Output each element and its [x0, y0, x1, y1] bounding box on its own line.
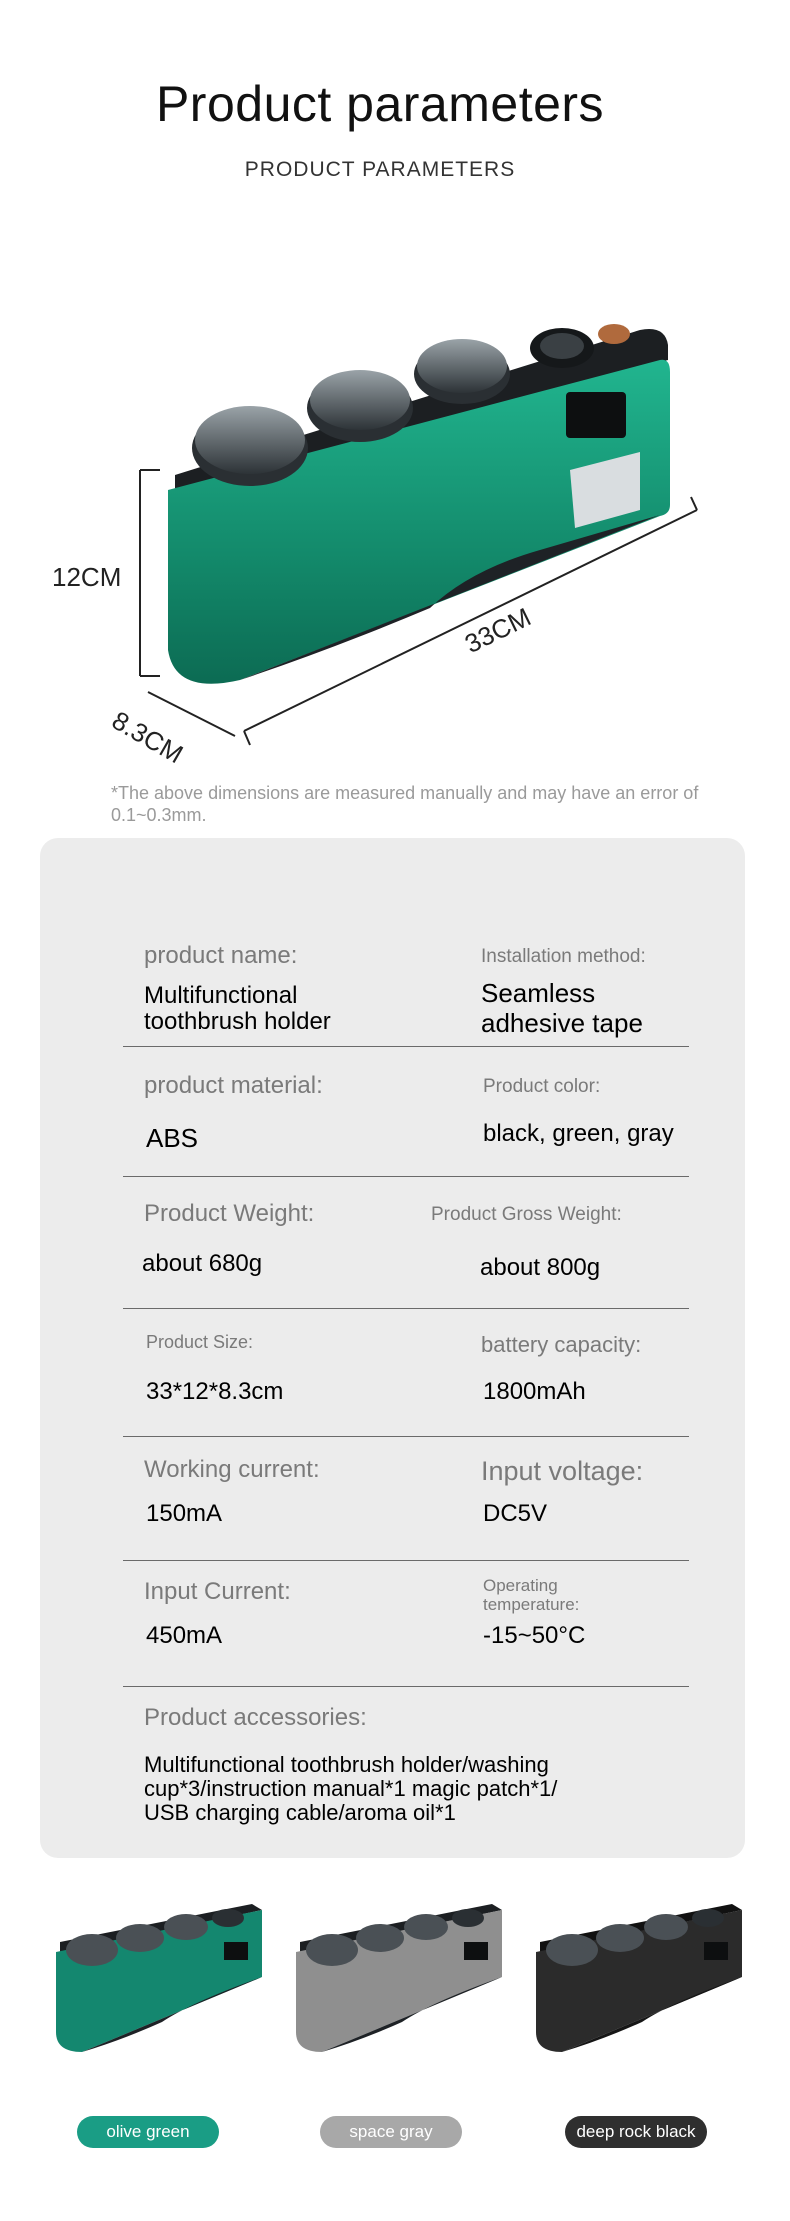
size-value: 33*12*8.3cm: [146, 1378, 284, 1405]
power-button-icon: [598, 324, 630, 344]
row-divider: [123, 1176, 689, 1177]
product-name-value-1: Multifunctional: [144, 982, 298, 1009]
battery-label: battery capacity:: [481, 1332, 642, 1357]
color-label: Product color:: [483, 1076, 601, 1097]
accessories-value-3: USB charging cable/aroma oil*1: [144, 1800, 456, 1825]
size-label: Product Size:: [146, 1332, 254, 1352]
accessories-label: Product accessories:: [144, 1704, 367, 1731]
height-label: 12CM: [52, 562, 122, 592]
variant-image-black[interactable]: [532, 1902, 747, 2062]
battery-value: 1800mAh: [483, 1378, 586, 1405]
accessories-value-2: cup*3/instruction manual*1 magic patch*1/: [144, 1776, 558, 1801]
operating-temp-value: -15~50°C: [483, 1622, 586, 1649]
row-divider: [123, 1436, 689, 1437]
input-voltage-value: DC5V: [483, 1500, 548, 1527]
row-divider: [123, 1308, 689, 1309]
height-dimension-line: [140, 470, 160, 676]
installation-value-2: adhesive tape: [481, 1008, 643, 1038]
gross-weight-label: Product Gross Weight:: [431, 1204, 622, 1225]
input-voltage-label: Input voltage:: [481, 1456, 644, 1486]
working-current-value: 150mA: [146, 1500, 223, 1527]
installation-value-1: Seamless: [481, 978, 596, 1008]
display-icon: [566, 392, 626, 438]
input-current-value: 450mA: [146, 1622, 223, 1649]
installation-label: Installation method:: [481, 946, 646, 967]
color-value: black, green, gray: [483, 1120, 674, 1147]
variant-pill-deep-rock-black[interactable]: deep rock black: [565, 2116, 707, 2148]
page-subtitle: PRODUCT PARAMETERS: [244, 158, 516, 181]
cup-cap-3: [417, 339, 507, 393]
material-label: product material:: [144, 1072, 323, 1099]
depth-label: 8.3CM: [107, 705, 189, 770]
weight-value: about 680g: [142, 1250, 263, 1277]
cup-cap-1: [195, 406, 305, 474]
row-divider: [123, 1560, 689, 1561]
variant-image-green[interactable]: [52, 1902, 267, 2062]
product-name-label: product name:: [144, 942, 298, 969]
material-value: ABS: [146, 1123, 199, 1153]
working-current-label: Working current:: [144, 1456, 320, 1483]
product-name-value-2: toothbrush holder: [144, 1008, 331, 1035]
measurement-note: *The above dimensions are measured manually and may have an error of 0.1~0.3mm.: [111, 783, 699, 825]
cup-cap-2: [310, 370, 410, 430]
length-label: 33CM: [460, 601, 536, 659]
variant-pill-olive-green[interactable]: olive green: [77, 2116, 219, 2148]
input-current-label: Input Current:: [144, 1578, 291, 1605]
row-divider: [123, 1046, 689, 1047]
operating-temp-label-1: Operating: [483, 1576, 558, 1595]
weight-label: Product Weight:: [144, 1200, 315, 1227]
operating-temp-label-2: temperature:: [483, 1595, 580, 1614]
gross-weight-value: about 800g: [480, 1254, 601, 1281]
page-title: Product parameters: [155, 76, 605, 132]
row-divider: [123, 1686, 689, 1687]
variant-image-gray[interactable]: [292, 1902, 507, 2062]
variant-pill-space-gray[interactable]: space gray: [320, 2116, 462, 2148]
accessories-value-1: Multifunctional toothbrush holder/washing: [144, 1752, 549, 1777]
